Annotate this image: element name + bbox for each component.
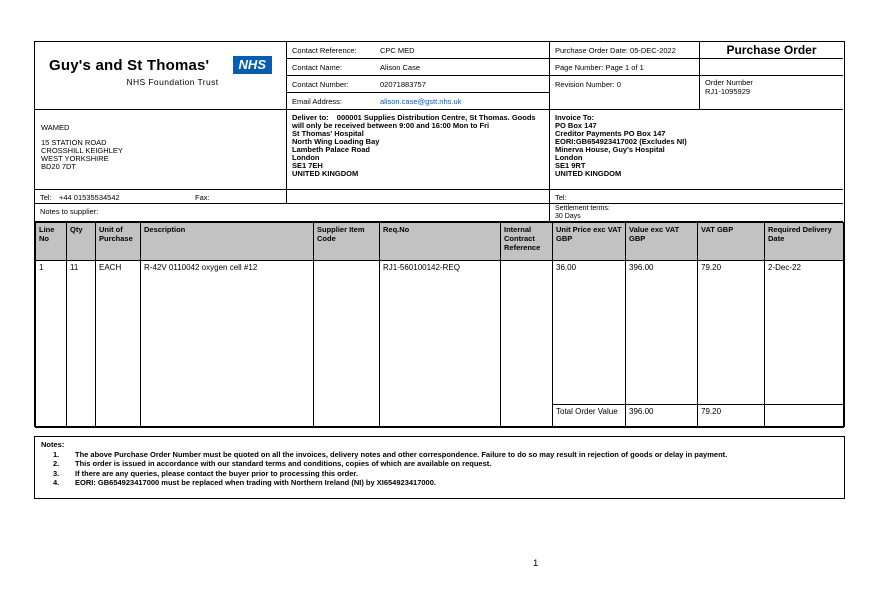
po-date-label: Purchase Order Date: xyxy=(555,46,628,55)
contact-email-row xyxy=(287,93,549,110)
col-header-vat: VAT GBP xyxy=(698,223,765,261)
supplier-address-line: CROSSHILL KEIGHLEY xyxy=(41,146,123,155)
po-page-row xyxy=(550,59,699,76)
order-number-block xyxy=(700,76,843,96)
cell-value-exc-vat: 396.00 xyxy=(626,261,698,405)
supplier-address-line: 15 STATION ROAD xyxy=(41,138,107,147)
deliver-address-line: North Wing Loading Bay xyxy=(292,137,380,146)
invoice-address-line: London xyxy=(555,153,583,162)
contact-number-row xyxy=(287,76,549,93)
po-date-value: 05-DEC-2022 xyxy=(630,46,676,55)
col-header-line-no: Line No xyxy=(36,223,67,261)
cell-required-delivery-date: 2-Dec-22 xyxy=(765,261,844,405)
invoice-address-line: Minerva House, Guy's Hospital xyxy=(555,145,665,154)
supplier-address-line: WEST YORKSHIRE xyxy=(41,154,109,163)
note-text: The above Purchase Order Number must be quoted on all the invoices, delivery notes and other correspondence. Failure to do so may result in rejection of goods or delay in payment. xyxy=(75,449,728,459)
po-form xyxy=(34,41,845,427)
revision-number-label: Revision Number: xyxy=(555,80,615,89)
invoice-address-line: PO Box 147 xyxy=(555,121,597,130)
deliver-address-line: St Thomas' Hospital xyxy=(292,129,364,138)
note-number: 1. xyxy=(53,449,60,459)
total-order-value-label: Total Order Value xyxy=(553,405,626,428)
supplier-name: WAMED xyxy=(41,123,70,132)
invoice-address-line: Creditor Payments PO Box 147 xyxy=(555,129,666,138)
notes-title: Notes: xyxy=(41,440,65,449)
supplier-tel-value: +44 01535534542 xyxy=(59,193,120,202)
cell-req-no: RJ1-560100142-REQ xyxy=(380,261,501,428)
col-header-supplier-item-code: Supplier Item Code xyxy=(314,223,380,261)
col-header-required-delivery-date: Required Delivery Date xyxy=(765,223,844,261)
po-meta xyxy=(550,42,700,110)
note-text: This order is issued in accordance with our standard terms and conditions, copies of which are available on request. xyxy=(75,459,492,468)
note-number: 3. xyxy=(53,468,60,478)
po-revision-row xyxy=(550,76,699,110)
supplier-tel-label: Tel: xyxy=(40,193,52,202)
contact-details xyxy=(287,42,550,110)
note-number: 4. xyxy=(53,478,60,487)
cell-vat: 79.20 xyxy=(698,261,765,405)
po-title-spacer xyxy=(700,59,843,76)
contact-name-label: Contact Name: xyxy=(292,63,343,72)
contact-number-label: Contact Number: xyxy=(292,80,349,89)
col-header-internal-contract-reference: Internal Contract Reference xyxy=(501,223,553,261)
order-number-label: Order Number xyxy=(705,78,753,87)
trust-name: Guy's and St Thomas' xyxy=(49,56,210,74)
cell-qty: 11 xyxy=(67,261,96,428)
items-header-row xyxy=(36,223,844,261)
trust-logo-row xyxy=(49,56,272,74)
po-date-row xyxy=(550,42,699,59)
deliver-to-head xyxy=(292,114,544,130)
note-item xyxy=(41,459,838,469)
supplier-fax-label: Fax: xyxy=(195,193,210,202)
page-number-footer: 1 xyxy=(533,558,539,569)
settlement-terms-label: Settlement terms: xyxy=(555,205,610,212)
po-title: Purchase Order xyxy=(700,42,843,59)
supplier-telfax xyxy=(35,190,287,204)
contact-email-link[interactable]: alison.case@gstt.nhs.uk xyxy=(380,97,462,106)
notes-to-supplier-label: Notes to supplier: xyxy=(40,207,99,216)
deliver-to-label: Deliver to: xyxy=(292,113,329,122)
note-text: If there are any queries, please contact the buyer prior to processing this order. xyxy=(75,468,359,478)
col-header-unit-price: Unit Price exc VAT GBP xyxy=(553,223,626,261)
supplier-address-line: BD20 7DT xyxy=(41,162,77,171)
note-item xyxy=(41,450,838,460)
col-header-value-exc-vat: Value exc VAT GBP xyxy=(626,223,698,261)
contact-number-value: 02071883757 xyxy=(380,80,426,89)
contact-reference-value: CPC MED xyxy=(380,46,415,55)
deliver-address-line: SE1 7EH xyxy=(292,161,323,170)
revision-number-value: 0 xyxy=(616,80,621,89)
total-delivery-empty-cell xyxy=(765,405,844,428)
order-number-value: RJ1-1095929 xyxy=(705,86,751,96)
page-number-value: Page 1 of 1 xyxy=(605,63,644,72)
total-vat: 79.20 xyxy=(698,405,765,428)
deliver-to-text: 000001 Supplies Distribution Centre, St Thomas. Goods will only be received between 9:00 and 16:00 Mon to Fri xyxy=(292,113,536,130)
contact-name-value: Alison Case xyxy=(380,63,421,72)
trust-header xyxy=(35,42,287,110)
note-text: EORI: GB654923417000 must be replaced when trading with Northern Ireland (NI) by XI654923417000. xyxy=(75,478,436,487)
supplier-address xyxy=(35,110,287,190)
item-row xyxy=(36,261,844,405)
total-value-exc-vat: 396.00 xyxy=(626,405,698,428)
col-header-req-no: Req.No xyxy=(380,223,501,261)
invoice-address-line: SE1 9RT xyxy=(555,161,586,170)
contact-reference-row xyxy=(287,42,549,59)
invoice-tel xyxy=(550,190,843,204)
deliver-address-line: Lambeth Palace Road xyxy=(292,145,370,154)
invoice-tel-label: Tel: xyxy=(555,193,567,202)
cell-supplier-item-code xyxy=(314,261,380,428)
cell-description: R-42V 0110042 oxygen cell #12 xyxy=(141,261,314,428)
deliver-address-line: UNITED KINGDOM xyxy=(292,169,359,178)
note-item xyxy=(41,469,838,479)
cell-unit-price: 36.00 xyxy=(553,261,626,405)
invoice-address-line: UNITED KINGDOM xyxy=(555,169,622,178)
invoice-to-block xyxy=(550,110,843,190)
nhs-logo: NHS xyxy=(233,56,272,74)
note-number: 2. xyxy=(53,459,60,468)
items-table xyxy=(35,222,844,428)
settlement-terms xyxy=(550,204,843,222)
page-number-label: Page Number: xyxy=(555,63,604,72)
invoice-to-label: Invoice To: xyxy=(555,113,595,122)
contact-reference-label: Contact Reference: xyxy=(292,46,357,55)
telfax-empty-cell xyxy=(287,190,550,204)
note-item xyxy=(41,478,838,488)
po-title-block xyxy=(700,42,843,110)
invoice-address-line: EORI:GB654923417002 (Excludes NI) xyxy=(555,137,687,146)
contact-email-label: Email Address: xyxy=(292,97,343,106)
cell-line-no: 1 xyxy=(36,261,67,428)
cell-unit-of-purchase: EACH xyxy=(96,261,141,428)
footer-notes xyxy=(34,436,845,499)
col-header-unit-of-purchase: Unit of Purchase xyxy=(96,223,141,261)
trust-subtitle: NHS Foundation Trust xyxy=(126,77,219,87)
col-header-qty: Qty xyxy=(67,223,96,261)
contact-name-row xyxy=(287,59,549,76)
settlement-terms-value: 30 Days xyxy=(555,213,581,220)
col-header-description: Description xyxy=(141,223,314,261)
notes-to-supplier xyxy=(35,204,550,222)
cell-internal-contract-reference xyxy=(501,261,553,428)
deliver-address-line: London xyxy=(292,153,320,162)
deliver-to-block xyxy=(287,110,550,190)
